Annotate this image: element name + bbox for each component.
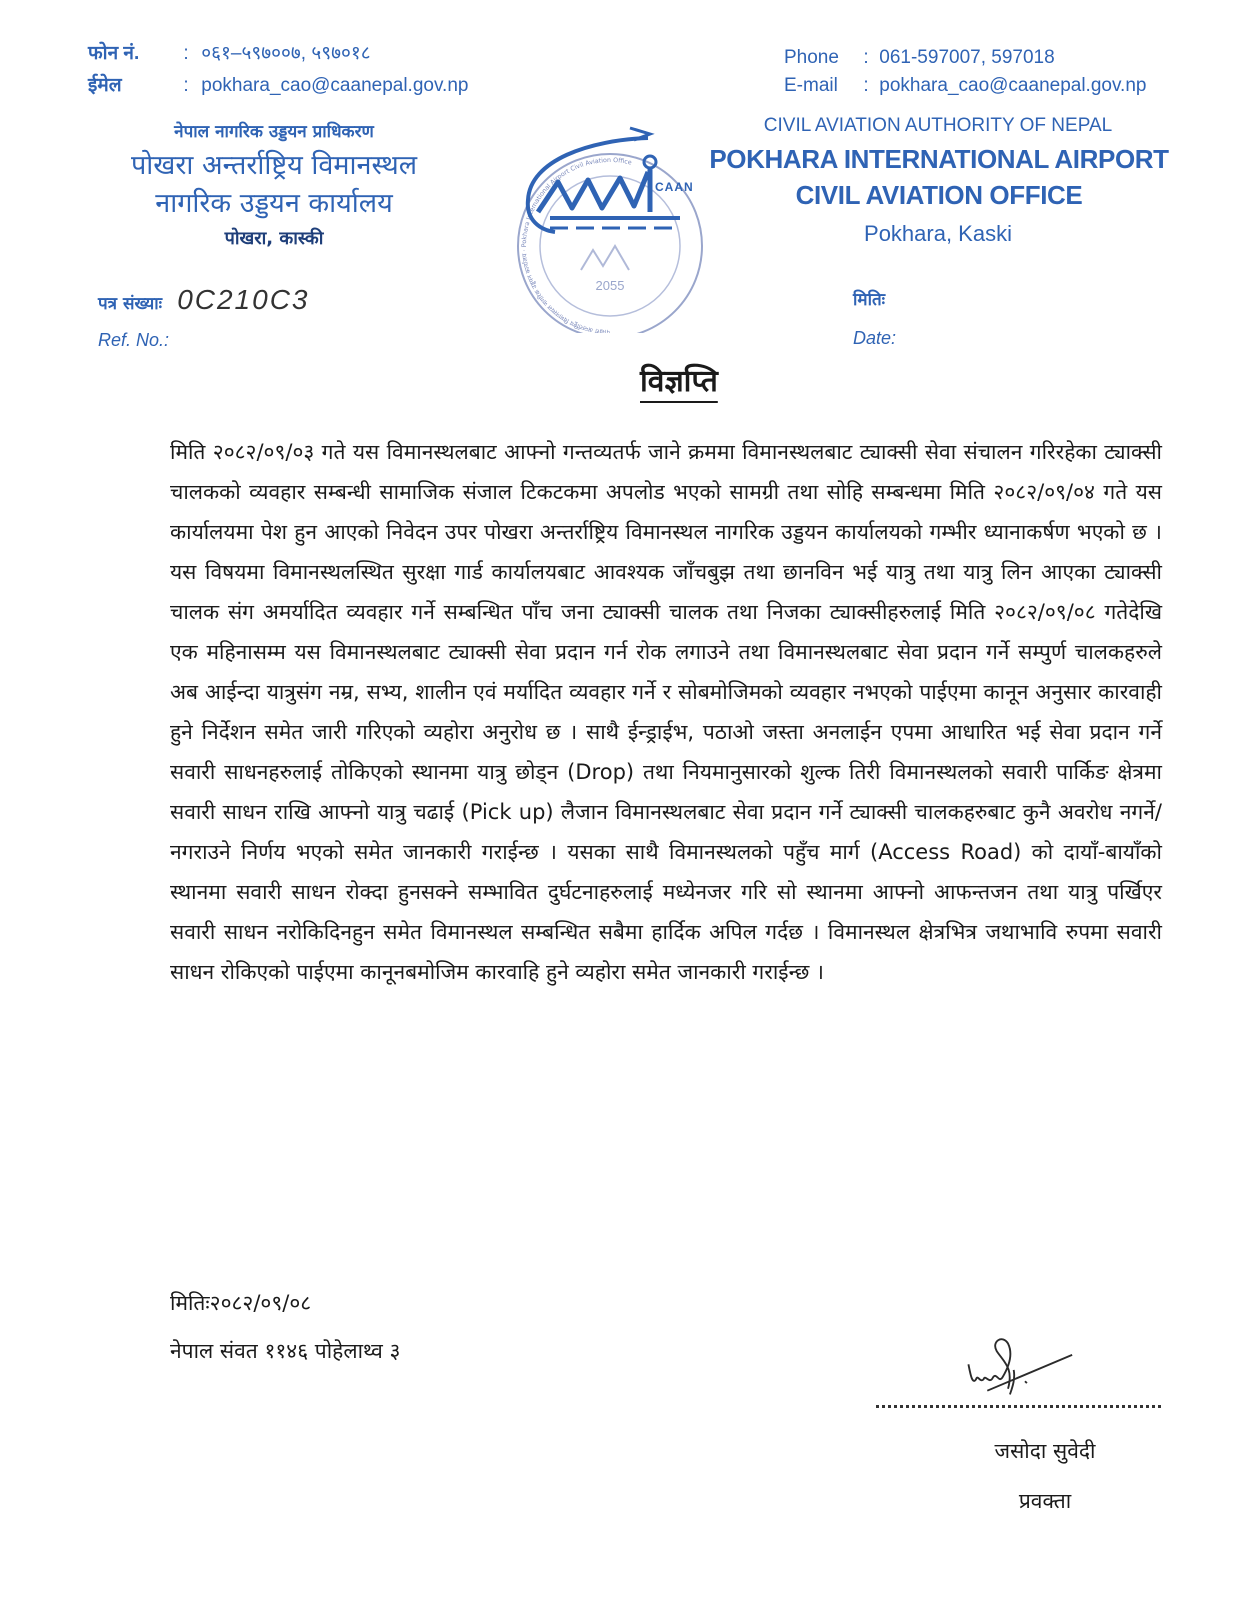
ref-number-row (98, 284, 310, 316)
notice-body: मिति २०८२/०९/०३ गते यस विमानस्थलबाट आफ्नो गन्तव्यतर्फ जाने क्रममा विमानस्थलबाट ट्याक्सी सेवा संचालन गरिरहेका ट्याक्सी चालकको व्यवहार सम्बन्धी सामाजिक संजाल टिकटकमा अपलोड भएको सामग्री तथा सोहि सम्बन्धमा मिति २०८२/०९/०४ गते यस कार्यालयमा पेश हुन आएको निवेदन उपर पोखरा अन्तर्राष्ट्रिय विमानस्थल नागरिक उड्डयन कार्यालयको गम्भीर ध्यानाकर्षण भएको छ । यस विषयमा विमानस्थलस्थित सुरक्षा गार्ड कार्यालयबाट आवश्यक जाँचबुझ तथा छानविन भई यात्रु तथा यात्रु लिन आएका ट्याक्सी चालक संग अमर्यादित व्यवहार गर्ने सम्बन्धित पाँच जना ट्याक्सी चालक तथा निजका ट्याक्सीहरुलाई मिति २०८२/०९/०८ गतेदेखि एक महिनासम्म यस विमानस्थलबाट ट्याक्सी सेवा प्रदान गर्न रोक लगाउने तथा विमानस्थलबाट सेवा प्रदान गर्ने सम्पुर्ण चालकहरुले अब आईन्दा यात्रुसंग नम्र, सभ्य, शालीन एवं मर्यादित व्यवहार गर्ने र सोबमोजिमको व्यवहार नभएको पाईएमा कानून अनुसार कारवाही हुने निर्देशन समेत जारी गरिएको व्यहोरा अनुरोध छ । साथै ईन्ड्राईभ, पठाओ जस्ता अनलाईन एपमा आधारित भई सेवा प्रदान गर्ने सवारी साधनहरुलाई तोकिएको स्थानमा यात्रु छोड्न (Drop) तथा नियमानुसारको शुल्क तिरी विमानस्थलको सवारी पार्किङ क्षेत्रमा सवारी साधन राखि आफ्नो यात्रु चढाई (Pick up) लैजान विमानस्थलबाट सेवा प्रदान गर्ने ट्याक्सी चालकहरुबाट कुनै अवरोध नगर्ने/नगराउने निर्णय भएको समेत जानकारी गराईन्छ । यसका साथै विमानस्थलको पहुँच मार्ग (Access Road) को दायाँ-बायाँको स्थानमा सवारी साधन रोक्दा हुनसक्ने सम्भावित दुर्घटनाहरुलाई मध्येनजर गरि सो स्थानमा आफ्नो आफन्तजन तथा यात्रु पर्खिएर सवारी साधन नरोकिदिनहुन समेत विमानस्थल सम्बन्धित सबैमा हार्दिक अपिल गर्दछ । विमानस्थल क्षेत्रभित्र जथाभावि रुपमा सवारी साधन रोकिएको पाईएमा कानूनबमोजिम कारवाहि हुने व्यहोरा समेत जानकारी गराईन्छ । (170, 440, 1162, 984)
en-email-value[interactable]: pokhara_cao@caanepal.gov.np (879, 75, 1147, 96)
np-phone-label: फोन नं. (88, 43, 140, 64)
signature-image (955, 1336, 1095, 1402)
logo-text: CAAN (655, 180, 694, 194)
en-office-title-2: CIVIL AVIATION OFFICE (795, 180, 1083, 210)
signature-dotted-line (876, 1405, 1161, 1408)
en-phone-separator: : (863, 47, 869, 68)
signatory-designation: प्रवक्ता (1018, 1489, 1072, 1513)
np-email-value[interactable]: pokhara_cao@caanepal.gov.np (201, 75, 469, 96)
en-phone-value: 061-597007, 597018 (879, 47, 1055, 68)
notice-title: विज्ञप्ति (640, 364, 718, 399)
caan-logo-icon (505, 118, 715, 333)
np-email-label: ईमेल (88, 75, 122, 96)
np-phone-row (88, 40, 371, 68)
en-email-label: E-mail (784, 75, 838, 96)
en-phone-label: Phone (784, 47, 839, 68)
np-email-row (88, 72, 468, 100)
handwritten-signature-icon (955, 1336, 1095, 1402)
en-email-separator: : (863, 75, 869, 96)
stamp-year: 2055 (595, 278, 625, 293)
stamp-ring-text: पोखरा अन्तर्राष्ट्रिय विमानस्थल नागरिक उड्डयन कार्यालय · Pokhara International Airport Civil Aviation Office (521, 156, 633, 333)
nepal-sambat-date: नेपाल संवत ११४६ पोहेलाथ्व ३ (170, 1339, 401, 1363)
en-office-title-1: POKHARA INTERNATIONAL AIRPORT (709, 144, 1169, 174)
ref-number-handwritten: 0C210C3 (177, 284, 310, 315)
en-email-row (784, 72, 1146, 100)
ref-label-np: पत्र संख्याः (98, 294, 163, 314)
en-phone-row (784, 44, 1055, 72)
en-place: Pokhara, Kaski (864, 221, 1012, 246)
caan-logo-stamp (505, 118, 715, 333)
np-email-separator: : (183, 75, 189, 96)
notice-date: मितिः२०८२/०९/०८ (170, 1291, 312, 1315)
ref-label-en: Ref. No.: (98, 330, 170, 350)
np-office-title-1: पोखरा अन्तर्राष्ट्रिय विमानस्थल (130, 150, 418, 181)
en-org-name: CIVIL AVIATION AUTHORITY OF NEPAL (763, 115, 1113, 136)
np-org-name: नेपाल नागरिक उड्डयन प्राधिकरण (174, 122, 374, 142)
signatory-name: जसोदा सुवेदी (994, 1439, 1096, 1463)
np-place: पोखरा, कास्की (224, 228, 324, 249)
date-label-np: मितिः (853, 290, 886, 310)
np-office-title-2: नागरिक उड्डयन कार्यालय (155, 188, 393, 219)
np-phone-value: ०६१–५९७००७, ५९७०१८ (201, 43, 371, 64)
np-phone-separator: : (183, 43, 189, 64)
date-label-en: Date: (853, 328, 897, 348)
